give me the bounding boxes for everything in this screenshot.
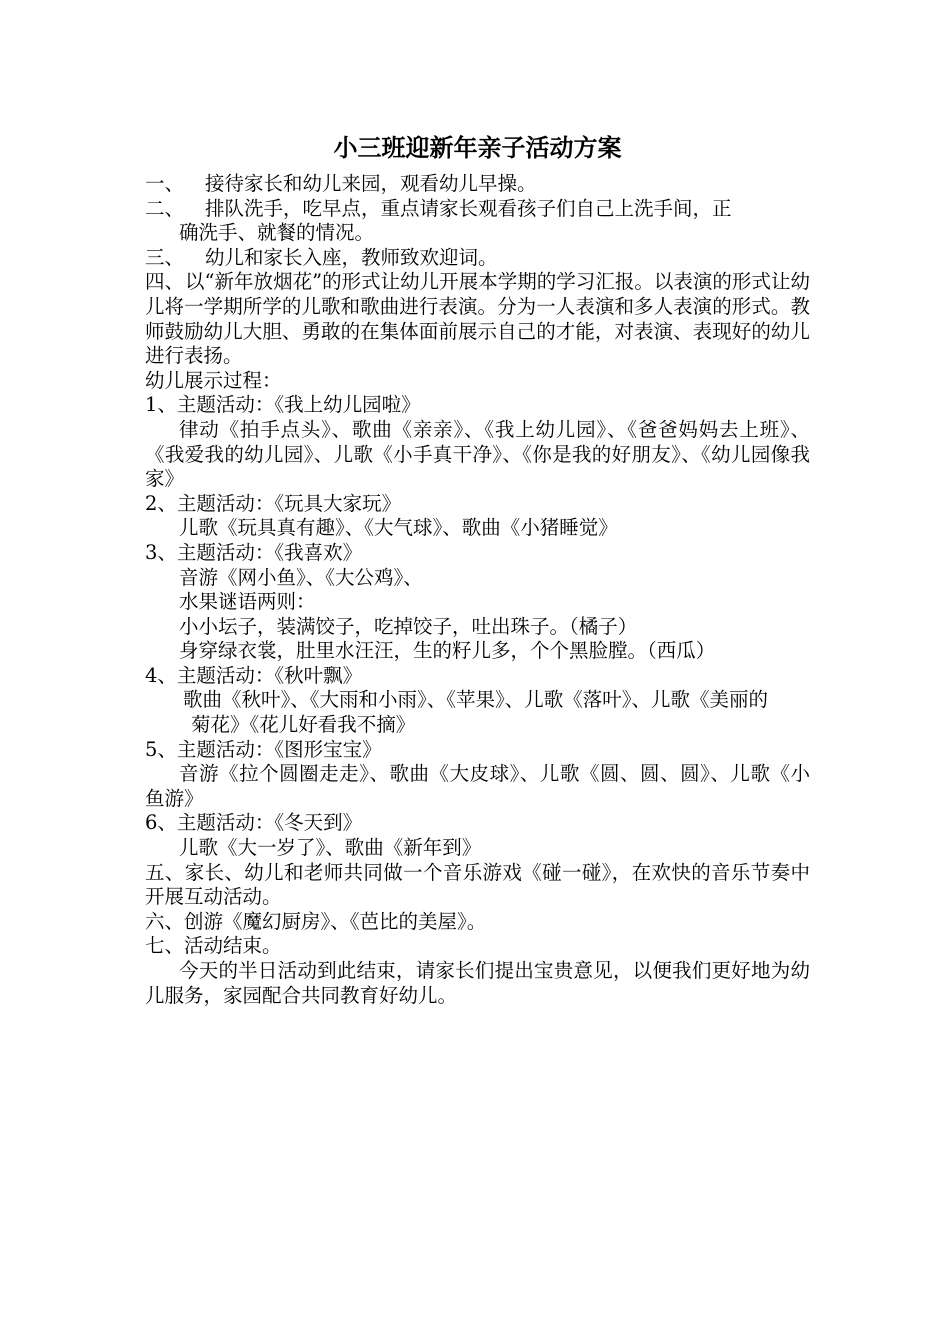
item-2-text: 排队洗手，吃早点，重点请家长观看孩子们自己上洗手间，正 (205, 196, 732, 220)
theme-6-heading: 6、主题活动：《冬天到》 (145, 811, 363, 835)
item-6: 六、创游《魔幻厨房》、《芭比的美屋》。 (145, 909, 487, 933)
theme-2-content: 儿歌《玩具真有趣》、《大气球》、歌曲《小猪睡觉》 (179, 516, 618, 540)
theme-3-line-2: 水果谜语两则： (179, 590, 316, 614)
item-4-number: 四、 (145, 270, 185, 294)
theme-3-riddle-2: 身穿绿衣裳，肚里水汪汪，生的籽儿多，个个黑脸膛。（西瓜） (179, 639, 716, 663)
item-1-number: 一、 (145, 172, 185, 195)
theme-1-content: 律动《拍手点头》、歌曲《亲亲》、《我上幼儿园》、《爸爸妈妈去上班》、《我爱我的幼儿园》、儿歌《小手真干净》、《你是我的好朋友》、《幼儿园像我家》 (145, 417, 810, 491)
item-1 (145, 172, 810, 197)
theme-1-heading: 1、主题活动：《我上幼儿园啦》 (145, 393, 421, 417)
item-3 (145, 246, 810, 271)
theme-2-heading: 2、主题活动：《玩具大家玩》 (145, 491, 402, 515)
theme-3-riddle-1: 小小坛子，装满饺子，吃掉饺子，吐出珠子。（橘子） (179, 614, 638, 638)
theme-5-heading: 5、主题活动：《图形宝宝》 (145, 737, 382, 761)
item-5: 五、家长、幼儿和老师共同做一个音乐游戏《碰一碰》，在欢快的音乐节奏中开展互动活动。 (145, 860, 810, 909)
item-1-text: 接待家长和幼儿来园，观看幼儿早操。 (205, 172, 537, 195)
item-7: 七、活动结束。 (145, 934, 282, 958)
item-4-text: 以“新年放烟花”的形式让幼儿开展本学期的学习汇报。以表演的形式让幼儿将一学期所学的儿歌和歌曲进行表演。分为一人表演和多人表演的形式。教师鼓励幼儿大胆、勇敢的在集体面前展示自己的才能，对表演、表现好的幼儿进行表扬。 (145, 270, 810, 368)
process-heading: 幼儿展示过程： (145, 368, 282, 392)
theme-3-line-1: 音游《网小鱼》、《大公鸡》、 (179, 565, 423, 589)
item-2-number: 二、 (145, 196, 185, 220)
document-title: 小三班迎新年亲子活动方案 (333, 134, 622, 162)
item-2-continuation: 确洗手、就餐的情况。 (179, 221, 375, 245)
theme-4-content-continuation: 菊花》《花儿好看我不摘》 (191, 713, 416, 737)
theme-4-heading: 4、主题活动：《秋叶飘》 (145, 663, 363, 687)
item-4 (145, 270, 810, 368)
closing-paragraph: 今天的半日活动到此结束，请家长们提出宝贵意见，以便我们更好地为幼儿服务，家园配合共同教育好幼儿。 (145, 959, 810, 1007)
item-2 (145, 197, 810, 222)
item-3-number: 三、 (145, 245, 185, 269)
document-page (145, 128, 810, 1008)
theme-4-content: 歌曲《秋叶》、《大雨和小雨》、《苹果》、儿歌《落叶》、儿歌《美丽的 (183, 688, 769, 712)
theme-6-content: 儿歌《大一岁了》、歌曲《新年到》 (179, 836, 482, 860)
theme-3-heading: 3、主题活动：《我喜欢》 (145, 540, 363, 564)
item-3-text: 幼儿和家长入座，教师致欢迎词。 (205, 245, 498, 269)
theme-5-content: 音游《拉个圆圈走走》、歌曲《大皮球》、儿歌《圆、圆、圆》、儿歌《小鱼游》 (145, 762, 810, 810)
